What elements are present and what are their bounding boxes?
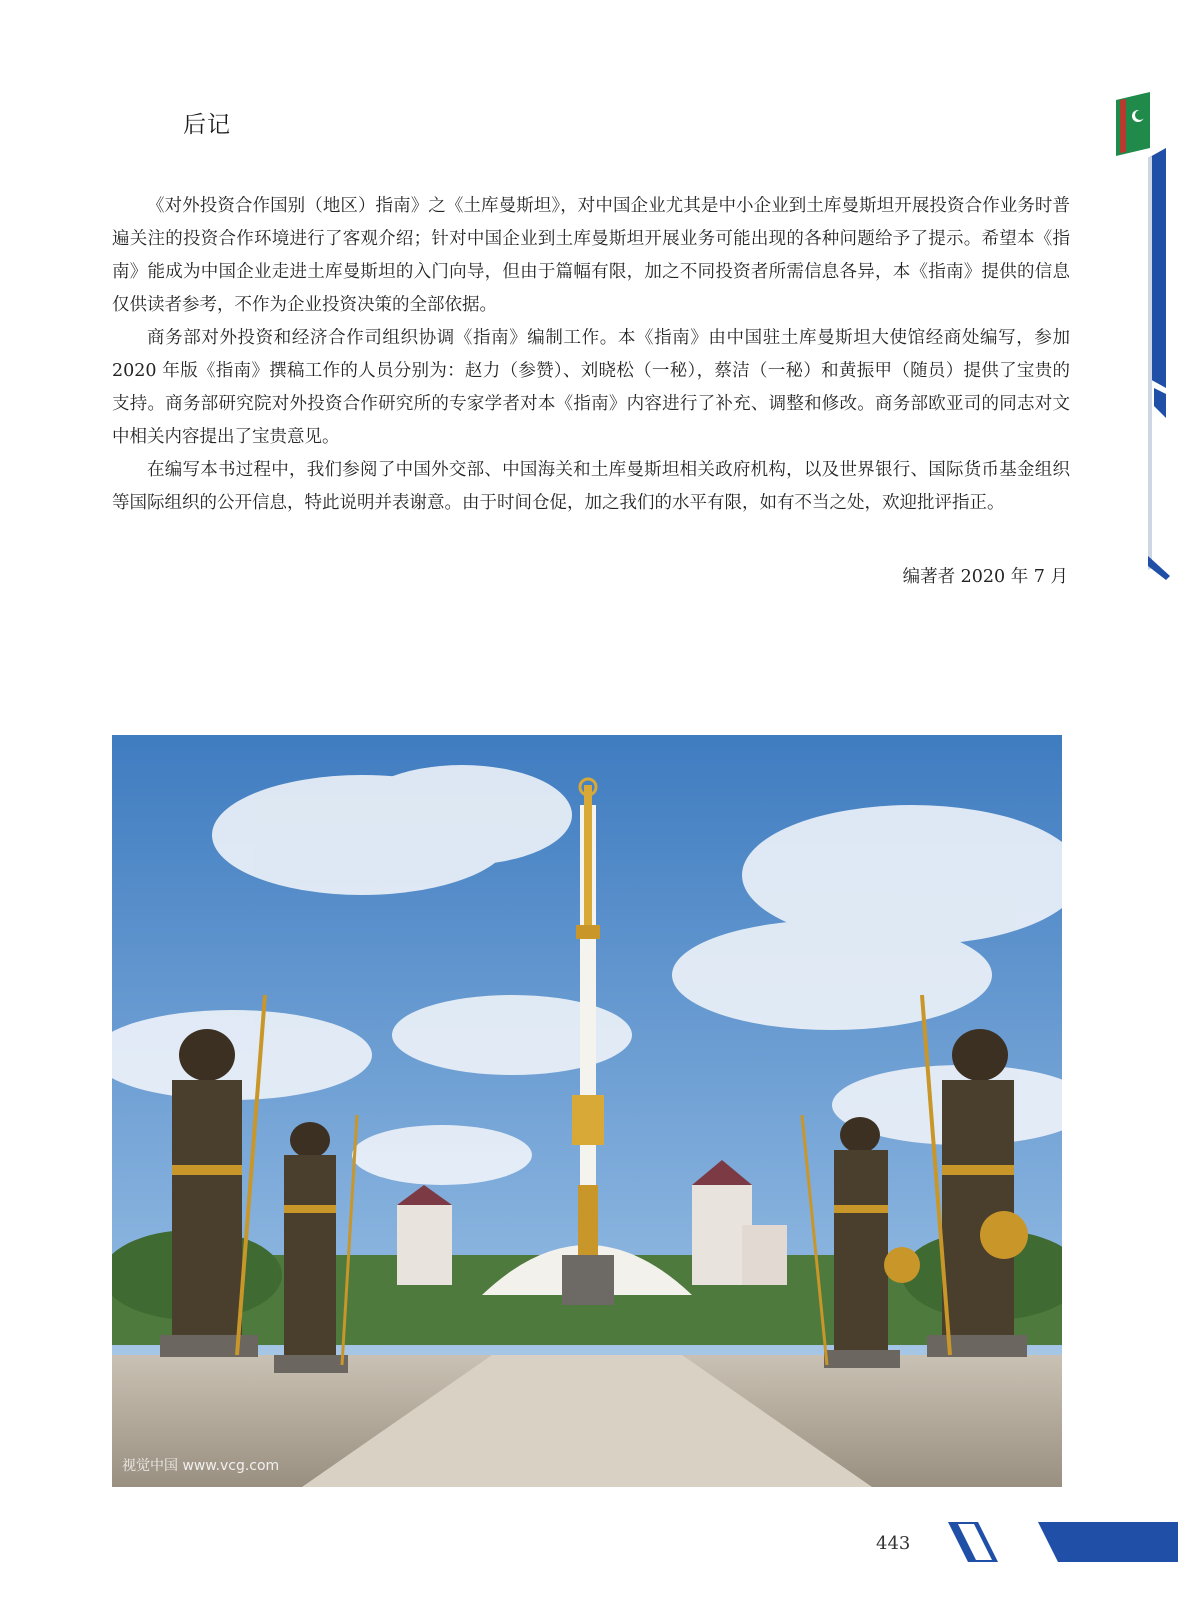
- turkmenistan-flag-icon: [1112, 92, 1154, 160]
- page-number: 443: [876, 1533, 911, 1554]
- body-text: [112, 190, 1070, 520]
- paragraph-3: 在编写本书过程中，我们参阅了中国外交部、中国海关和土库曼斯坦相关政府机构，以及世界银行、国际货币基金组织等国际组织的公开信息，特此说明并表谢意。由于时间仓促，加之我们的水平有限，如有不当之处，欢迎批评指正。: [112, 460, 1070, 513]
- page-heading: 后记: [183, 112, 231, 138]
- side-ribbon-decoration: [1098, 88, 1178, 608]
- monument-illustration: [112, 735, 1062, 1487]
- paragraph-1: 《对外投资合作国别（地区）指南》之《土库曼斯坦》，对中国企业尤其是中小企业到土库曼斯坦开展投资合作业务时普遍关注的投资合作环境进行了客观介绍；针对中国企业到土库曼斯坦开展业务可能出现的各种问题给予了提示。希望本《指南》能成为中国企业走进土库曼斯坦的入门向导，但由于篇幅有限，加之不同投资者所需信息各异，本《指南》提供的信息仅供读者参考，不作为企业投资决策的全部依据。: [112, 196, 1070, 315]
- photo-watermark: 视觉中国 www.vcg.com: [122, 1458, 280, 1474]
- signature-date: 编著者 2020 年 7 月: [902, 567, 1068, 587]
- independence-monument-photo: [112, 735, 1062, 1487]
- footer-stripe-decoration: [948, 1522, 1178, 1570]
- paragraph-2: 商务部对外投资和经济合作司组织协调《指南》编制工作。本《指南》由中国驻土库曼斯坦大使馆经商处编写，参加 2020 年版《指南》撰稿工作的人员分别为：赵力（参赞）、刘晓松（一秘），蔡洁（一秘）和黄振甲（随员）提供了宝贵的支持。商务部研究院对外投资合作研究所的专家学者对本《指南》内容进行了补充、调整和修改。商务部欧亚司的同志对文中相关内容提出了宝贵意见。: [112, 328, 1070, 447]
